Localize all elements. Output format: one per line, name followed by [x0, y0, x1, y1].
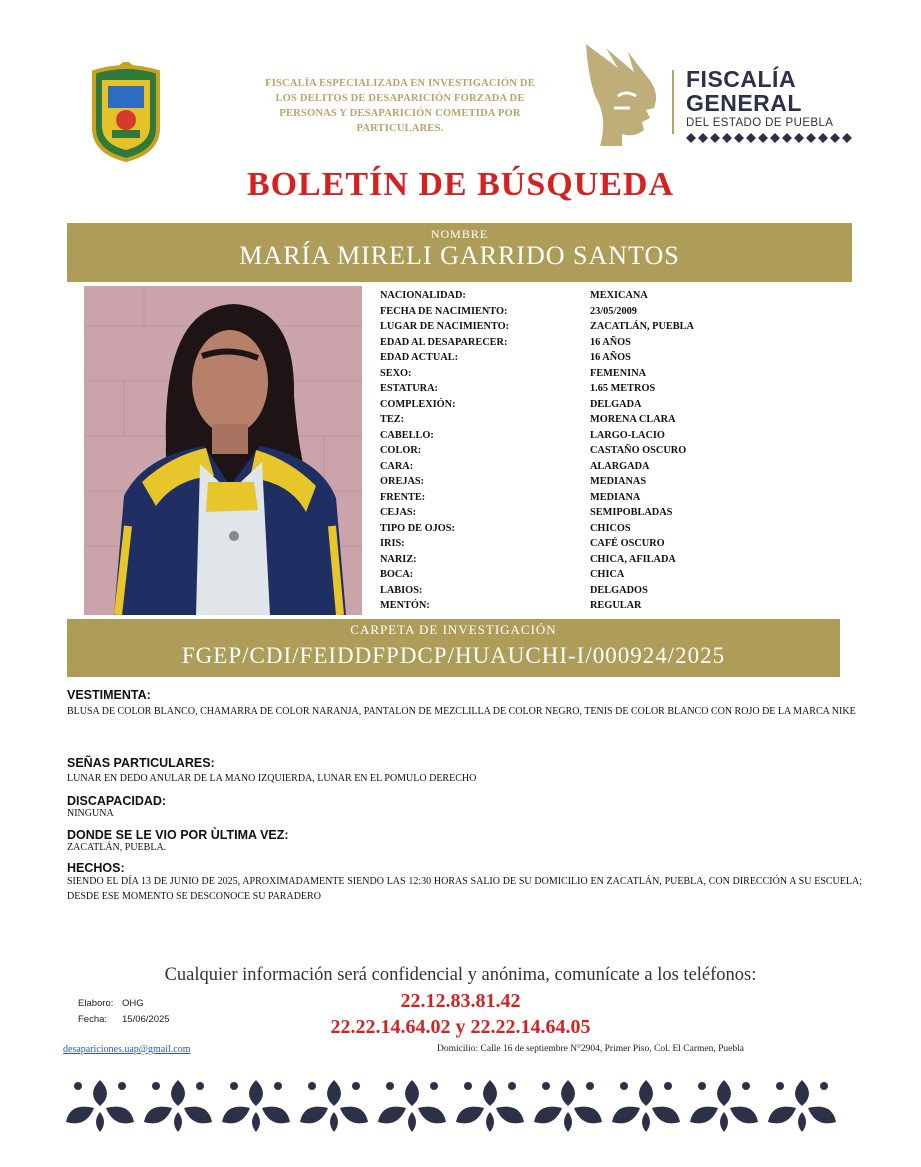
talavera-motif	[690, 1080, 758, 1132]
detail-key: TIPO DE OJOS:	[380, 522, 455, 534]
detail-row	[380, 492, 840, 508]
detail-key: TEZ:	[380, 414, 405, 425]
detail-value: MORENA CLARA	[590, 414, 676, 425]
talavera-motif	[768, 1080, 836, 1132]
detail-value: ZACATLÁN, PUEBLA	[590, 321, 694, 332]
talavera-motif	[222, 1080, 290, 1132]
talavera-motif	[456, 1080, 524, 1132]
detail-row	[380, 321, 840, 337]
detail-row	[380, 461, 840, 477]
detail-key: COMPLEXIÓN:	[380, 398, 456, 410]
agency-line: FISCALÍA ESPECIALIZADA EN INVESTIGACIÓN DE	[265, 78, 535, 89]
fiscalia-logo	[578, 38, 868, 148]
detail-row	[380, 399, 840, 415]
agency-name	[240, 76, 560, 136]
disability-text: NINGUNA	[67, 808, 114, 819]
detail-key: ESTATURA:	[380, 383, 438, 394]
last-seen-heading: DONDE SE LE VIO POR ÙLTIMA VEZ:	[67, 828, 289, 842]
detail-row	[380, 554, 840, 570]
facts-heading: HECHOS:	[67, 861, 125, 875]
detail-key: BOCA:	[380, 569, 414, 580]
clothing-heading: VESTIMENTA:	[67, 688, 151, 702]
detail-value: SEMIPOBLADAS	[590, 507, 673, 518]
detail-key: SEXO:	[380, 367, 412, 379]
detail-row	[380, 538, 840, 554]
agency-line: PARTICULARES.	[356, 123, 444, 134]
agency-line: LOS DELITOS DE DESAPARICIÓN FORZADA DE	[275, 93, 525, 104]
name-label: NOMBRE	[430, 227, 489, 241]
detail-value: MEDIANAS	[590, 476, 647, 487]
talavera-pattern	[60, 1072, 850, 1134]
office-address: Domicilio: Calle 16 de septiembre N°2904, Primer Piso, Col. El Carmen, Puebla	[437, 1044, 744, 1054]
detail-key: EDAD ACTUAL:	[380, 352, 459, 363]
detail-key: NARIZ:	[380, 553, 417, 565]
detail-row	[380, 430, 840, 446]
contact-email-link[interactable]: desapariciones.uap@gmail.com	[63, 1044, 191, 1055]
detail-value: CHICOS	[590, 522, 631, 534]
talavera-motif	[534, 1080, 602, 1132]
talavera-motif	[66, 1080, 134, 1132]
detail-row	[380, 507, 840, 523]
person-photo	[84, 286, 362, 615]
detail-value: DELGADA	[590, 398, 642, 410]
detail-row	[380, 306, 840, 322]
elaboro-label: Elaboro:	[78, 998, 114, 1009]
disability-heading: DISCAPACIDAD:	[67, 794, 167, 808]
talavera-pattern-icon	[60, 1072, 850, 1134]
case-file-label: CARPETA DE INVESTIGACIÓN	[350, 622, 557, 637]
detail-row	[380, 414, 840, 430]
detail-row	[380, 585, 840, 601]
detail-row	[380, 383, 840, 399]
detail-value: MEXICANA	[590, 290, 648, 301]
facts-text: SIENDO EL DÍA 13 DE JUNIO DE 2025, APROXIMADAMENTE SIENDO LAS 12:30 HORAS SALIO DE SU DOMICILIO EN ZACATLÁN, PUEBLA, CON DIRECCIÓN A SU ESCUELA; DESDE ESE MOMENTO SE DESCONOCE SU PARADERO	[67, 876, 862, 902]
detail-key: COLOR:	[380, 445, 422, 456]
detail-value: CHICA, AFILADA	[590, 553, 676, 565]
name-band	[67, 223, 852, 282]
detail-value: 16 AÑOS	[590, 336, 631, 348]
detail-key: CARA:	[380, 460, 414, 472]
detail-value: 16 AÑOS	[590, 352, 631, 363]
detail-key: NACIONALIDAD:	[380, 290, 466, 301]
detail-row	[380, 337, 840, 353]
contact-line: Cualquier información será confidencial y anónima, comunícate a los teléfonos:	[164, 965, 757, 985]
logo-divider	[672, 70, 674, 134]
elaboro-value: OHG	[122, 998, 144, 1009]
fecha-label: Fecha:	[78, 1014, 108, 1025]
detail-key: FECHA DE NACIMIENTO:	[380, 305, 508, 317]
detail-value: MEDIANA	[590, 491, 641, 503]
detail-key: MENTÓN:	[380, 600, 430, 611]
detail-key: IRIS:	[380, 538, 405, 549]
detail-row	[380, 352, 840, 368]
marks-text: LUNAR EN DEDO ANULAR DE LA MANO IZQUIERDA, LUNAR EN EL POMULO DERECHO	[67, 773, 477, 784]
case-file-number: FGEP/CDI/FEIDDFPDCP/HUAUCHI-I/000924/2025	[181, 643, 726, 668]
phone-numbers-secondary[interactable]: 22.22.14.64.02 y 22.22.14.64.05	[330, 1016, 591, 1038]
detail-row	[380, 600, 840, 616]
detail-value: 1.65 METROS	[590, 383, 656, 394]
detail-key: CABELLO:	[380, 429, 434, 441]
detail-key: OREJAS:	[380, 476, 425, 487]
fecha-value: 15/06/2025	[122, 1014, 170, 1025]
logo-text-state: DEL ESTADO DE PUEBLA	[686, 117, 834, 129]
detail-key: LABIOS:	[380, 584, 423, 596]
logo-pattern-icon	[686, 133, 856, 143]
detail-value: CASTAÑO OSCURO	[590, 445, 687, 456]
puebla-coat-of-arms	[88, 62, 164, 162]
agency-line: PERSONAS Y DESAPARICIÓN COMETIDA POR	[279, 108, 521, 119]
detail-key: CEJAS:	[380, 507, 417, 518]
detail-key: FRENTE:	[380, 491, 426, 503]
talavera-motif	[612, 1080, 680, 1132]
detail-value: CAFÉ OSCURO	[590, 538, 665, 549]
detail-value: REGULAR	[590, 600, 642, 611]
detail-row	[380, 445, 840, 461]
detail-row	[380, 290, 840, 306]
talavera-motif	[378, 1080, 446, 1132]
case-file-band	[67, 619, 840, 677]
detail-row	[380, 523, 840, 539]
detail-key: LUGAR DE NACIMIENTO:	[380, 321, 510, 332]
detail-row	[380, 476, 840, 492]
last-seen-text: ZACATLÁN, PUEBLA.	[67, 842, 167, 853]
detail-value: DELGADOS	[590, 584, 648, 596]
person-name: MARÍA MIRELI GARRIDO SANTOS	[239, 241, 680, 270]
phone-number-primary[interactable]: 22.12.83.81.42	[400, 990, 521, 1012]
logo-text-fiscalia: FISCALÍA	[686, 66, 797, 92]
talavera-motif	[144, 1080, 212, 1132]
clothing-text: BLUSA DE COLOR BLANCO, CHAMARRA DE COLOR NARANJA, PANTALON DE MEZCLILLA DE COLOR NEGRO, TENIS DE COLOR BLANCO CON ROJO DE LA MARCA NIKE	[67, 706, 856, 717]
detail-value: CHICA	[590, 569, 625, 580]
detail-value: 23/05/2009	[590, 305, 637, 317]
detail-value: ALARGADA	[590, 460, 650, 472]
physical-details	[380, 290, 840, 616]
detail-row	[380, 368, 840, 384]
logo-text-general: GENERAL	[686, 90, 802, 116]
bulletin-title: BOLETÍN DE BÚSQUEDA	[246, 166, 675, 203]
detail-value: LARGO-LACIO	[590, 429, 665, 441]
talavera-motif	[300, 1080, 368, 1132]
marks-heading: SEÑAS PARTICULARES:	[67, 756, 215, 770]
detail-value: FEMENINA	[590, 367, 647, 379]
detail-key: EDAD AL DESAPARECER:	[380, 336, 508, 348]
helmet-profile-icon	[578, 38, 668, 148]
detail-row	[380, 569, 840, 585]
